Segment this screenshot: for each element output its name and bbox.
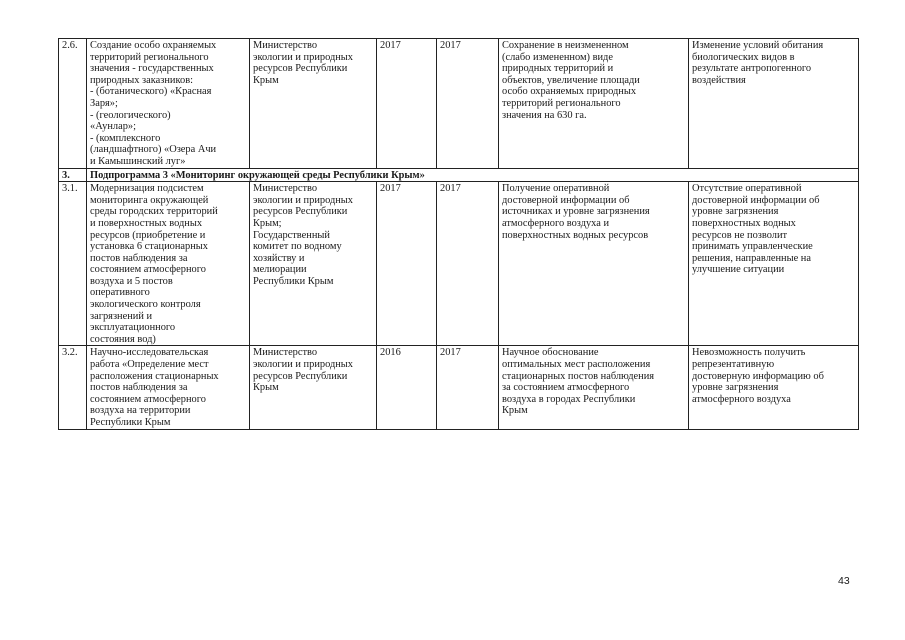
- start-year-cell: 2016: [377, 346, 437, 429]
- cell-line: экологии и природных: [253, 51, 353, 63]
- cell-line: территорий регионального: [502, 97, 621, 109]
- cell-line: мониторинга окружающей: [90, 194, 209, 206]
- cell-line: Министерство: [253, 183, 318, 195]
- cell-line: комитет по водному: [253, 241, 342, 253]
- cell-line: достоверной информации об: [692, 194, 820, 206]
- table-body: [59, 39, 859, 430]
- cell-line: Крым;: [253, 217, 282, 229]
- start-year-cell: 2017: [377, 39, 437, 169]
- cell-line: значения - государственных: [90, 63, 214, 75]
- cell-line: расположения стационарных: [90, 370, 219, 382]
- measure-cell: [87, 182, 250, 346]
- start-year-cell: 2017: [377, 182, 437, 346]
- cell-line: Министерство: [253, 40, 318, 51]
- cell-line: (слабо измененном) виде: [502, 51, 613, 63]
- cell-line: установка 6 стационарных: [90, 241, 208, 253]
- cell-line: Научное обоснование: [502, 347, 599, 359]
- consequence-cell: [689, 346, 859, 429]
- section-title-cell: Подпрограмма 3 «Мониторинг окружающей среды Республики Крым»: [87, 168, 859, 182]
- cell-line: мелиорации: [253, 264, 307, 276]
- cell-line: Государственный: [253, 229, 330, 241]
- cell-line: экологии и природных: [253, 194, 353, 206]
- cell-line: ресурсов Республики: [253, 63, 348, 75]
- cell-line: состоянием атмосферного: [90, 264, 206, 276]
- cell-line: за состоянием атмосферного: [502, 382, 630, 394]
- cell-line: экологического контроля: [90, 299, 201, 311]
- cell-line: Научно-исследовательская: [90, 347, 209, 359]
- measures-table: [58, 38, 859, 430]
- cell-line: репрезентативную: [692, 359, 775, 371]
- cell-line: Республики Крым: [253, 275, 334, 287]
- cell-line: поверхностных водных: [692, 217, 796, 229]
- cell-line: среды городских территорий: [90, 206, 218, 218]
- cell-line: достоверную информацию об: [692, 370, 824, 382]
- cell-line: загрязнений и: [90, 310, 153, 322]
- table-row: [59, 182, 859, 346]
- cell-line: Крым: [253, 74, 279, 86]
- row-number-cell: 3.1.: [59, 182, 87, 346]
- cell-line: постов наблюдения за: [90, 252, 188, 264]
- cell-line: источниках и уровне загрязнения: [502, 206, 650, 218]
- cell-line: улучшение ситуации: [692, 264, 785, 276]
- end-year-cell: 2017: [437, 346, 499, 429]
- cell-line: «Аунлар»;: [90, 121, 137, 133]
- cell-line: - (комплексного: [90, 132, 161, 144]
- cell-line: Невозможность получить: [692, 347, 806, 359]
- cell-line: - (геологического): [90, 109, 171, 121]
- expected-result-cell: [499, 346, 689, 429]
- cell-line: биологических видов в: [692, 51, 795, 63]
- expected-result-cell: [499, 182, 689, 346]
- cell-line: Изменение условий обитания: [692, 40, 824, 51]
- end-year-cell: 2017: [437, 39, 499, 169]
- cell-line: природных территорий и: [502, 63, 614, 75]
- cell-line: Модернизация подсистем: [90, 183, 204, 195]
- executor-cell: [250, 182, 377, 346]
- cell-line: достоверной информации об: [502, 194, 630, 206]
- cell-line: оптимальных мест расположения: [502, 359, 651, 371]
- cell-line: экологии и природных: [253, 359, 353, 371]
- cell-line: воздуха в городах Республики: [502, 393, 636, 405]
- cell-line: эксплуатационного: [90, 322, 176, 334]
- table-row: [59, 39, 859, 169]
- cell-line: поверхностных водных ресурсов: [502, 229, 649, 241]
- cell-line: и Камышинский луг»: [90, 155, 186, 167]
- cell-line: Создание особо охраняемых: [90, 40, 217, 51]
- cell-line: объектов, увеличение площади: [502, 74, 640, 86]
- cell-line: воздуха на территории: [90, 405, 191, 417]
- cell-line: Сохранение в неизмененном: [502, 40, 629, 51]
- cell-line: состоянием атмосферного: [90, 393, 206, 405]
- cell-line: Республики Крым: [90, 417, 171, 428]
- cell-line: природных заказников:: [90, 74, 193, 86]
- cell-line: состояния вод): [90, 333, 156, 345]
- expected-result-cell: [499, 39, 689, 169]
- cell-line: работа «Определение мест: [90, 359, 209, 371]
- cell-line: ресурсов (приобретение и: [90, 229, 206, 241]
- cell-line: Крым: [502, 405, 528, 417]
- cell-line: Заря»;: [90, 97, 118, 109]
- section-row: [59, 168, 859, 182]
- measure-cell: [87, 39, 250, 169]
- consequence-cell: [689, 39, 859, 169]
- cell-line: ресурсов Республики: [253, 206, 348, 218]
- cell-line: уровне загрязнения: [692, 206, 779, 218]
- executor-cell: [250, 39, 377, 169]
- cell-line: воздействия: [692, 74, 746, 86]
- section-number-cell: 3.: [59, 168, 87, 182]
- cell-line: территорий регионального: [90, 51, 209, 63]
- page-number: 43: [838, 575, 850, 587]
- table-row: [59, 346, 859, 429]
- cell-line: ресурсов не позволит: [692, 229, 788, 241]
- cell-line: особо охраняемых природных: [502, 86, 637, 98]
- cell-line: Получение оперативной: [502, 183, 610, 195]
- end-year-cell: 2017: [437, 182, 499, 346]
- executor-cell: [250, 346, 377, 429]
- cell-line: атмосферного воздуха: [692, 393, 791, 405]
- cell-line: и поверхностных водных: [90, 217, 203, 229]
- cell-line: принимать управленческие: [692, 241, 813, 253]
- cell-line: хозяйству и: [253, 252, 305, 264]
- row-number-cell: 2.6.: [59, 39, 87, 169]
- cell-line: оперативного: [90, 287, 150, 299]
- measure-cell: [87, 346, 250, 429]
- cell-line: значения на 630 га.: [502, 109, 587, 121]
- cell-line: Крым: [253, 382, 279, 394]
- cell-line: ресурсов Республики: [253, 370, 348, 382]
- cell-line: Министерство: [253, 347, 318, 359]
- cell-line: решения, направленные на: [692, 252, 811, 264]
- row-number-cell: 3.2.: [59, 346, 87, 429]
- cell-line: - (ботанического) «Красная: [90, 86, 212, 98]
- cell-line: стационарных постов наблюдения: [502, 370, 655, 382]
- consequence-cell: [689, 182, 859, 346]
- cell-line: воздуха и 5 постов: [90, 275, 173, 287]
- cell-line: (ландшафтного) «Озера Ачи: [90, 144, 217, 156]
- cell-line: Отсутствие оперативной: [692, 183, 802, 195]
- cell-line: атмосферного воздуха и: [502, 217, 610, 229]
- cell-line: результате антропогенного: [692, 63, 812, 75]
- cell-line: уровне загрязнения: [692, 382, 779, 394]
- cell-line: постов наблюдения за: [90, 382, 188, 394]
